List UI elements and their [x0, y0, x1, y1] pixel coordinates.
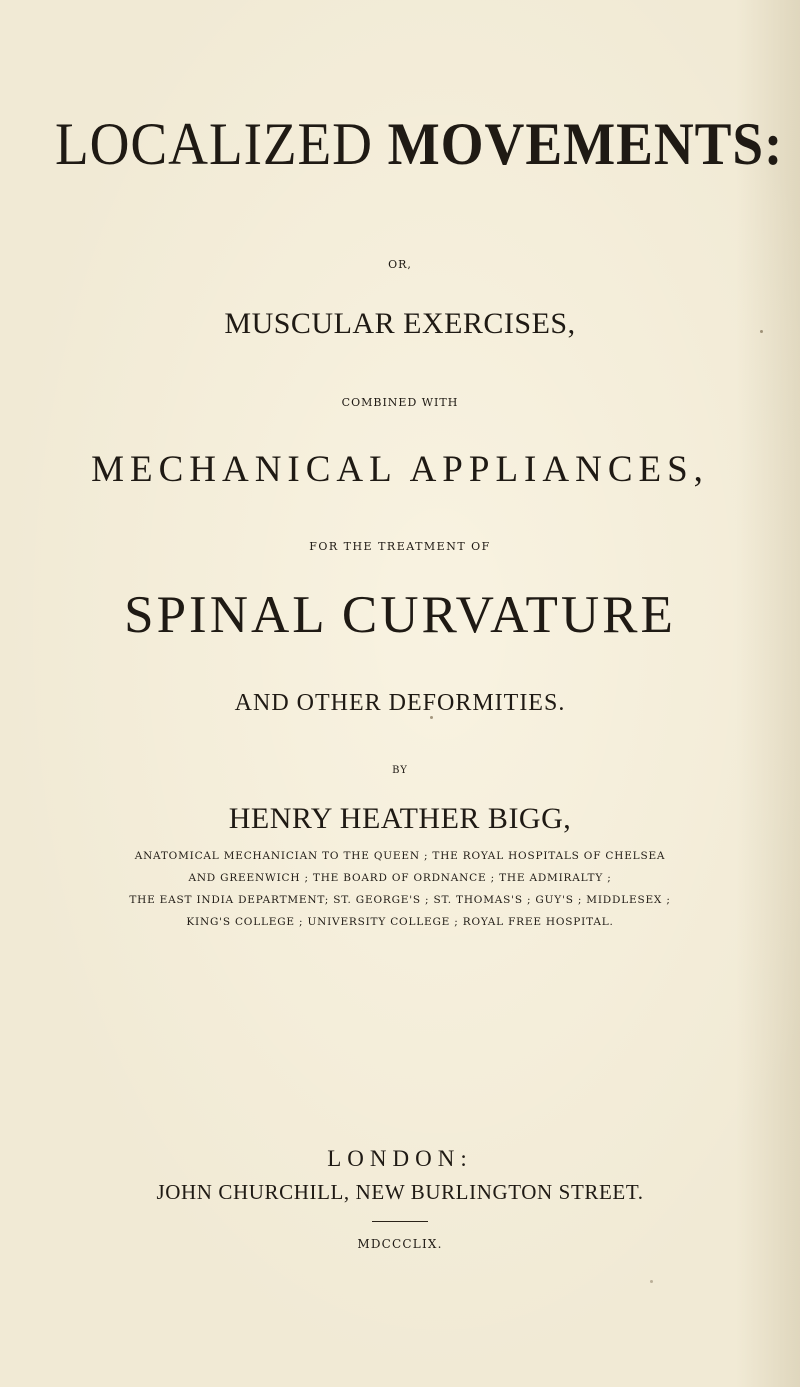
book-title [55, 110, 784, 179]
publication-place: LONDON: [327, 1146, 473, 1171]
book-title-part2: MOVEMENTS: [387, 111, 784, 177]
appliances-heading: MECHANICAL APPLIANCES, [91, 449, 709, 490]
author-credential-line: AND GREENWICH ; THE BOARD OF ORDNANCE ; THE ADMIRALTY ; [188, 872, 612, 884]
or-conjunction: OR, [388, 258, 412, 271]
paper-speck [650, 1280, 653, 1283]
publication-date: MDCCCLIX. [357, 1237, 443, 1251]
subtitle: MUSCULAR EXERCISES, [224, 307, 576, 340]
by-text: BY [392, 765, 408, 776]
author-credential-line: THE EAST INDIA DEPARTMENT; ST. GEORGE'S ; ST. THOMAS'S ; GUY'S ; MIDDLESEX ; [129, 894, 671, 906]
other-deformities-heading: AND OTHER DEFORMITIES. [234, 690, 566, 716]
author-name: HENRY HEATHER BIGG, [228, 802, 572, 835]
book-title-part1: LOCALIZED [55, 111, 373, 177]
divider-rule [372, 1221, 428, 1222]
for-treatment-text: FOR THE TREATMENT OF [309, 540, 491, 553]
combined-with-text: COMBINED WITH [341, 396, 459, 409]
publisher-name: JOHN CHURCHILL, NEW BURLINGTON STREET. [156, 1180, 644, 1204]
paper-speck [430, 716, 433, 719]
author-credential-line: ANATOMICAL MECHANICIAN TO THE QUEEN ; THE ROYAL HOSPITALS OF CHELSEA [134, 850, 666, 862]
spinal-curvature-heading: SPINAL CURVATURE [124, 586, 676, 644]
author-credential-line: KING'S COLLEGE ; UNIVERSITY COLLEGE ; ROYAL FREE HOSPITAL. [186, 916, 614, 928]
paper-speck [760, 330, 763, 333]
